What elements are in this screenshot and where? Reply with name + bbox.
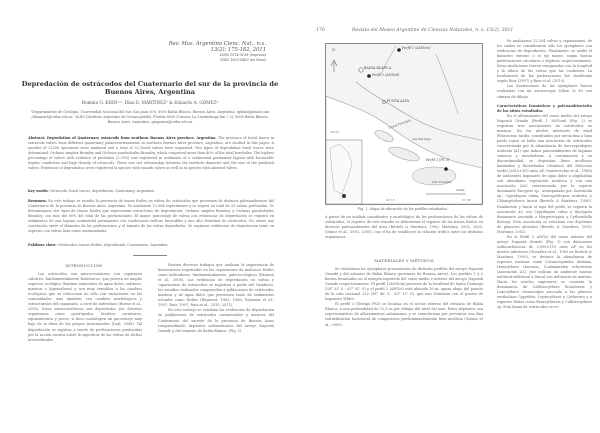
map-label-punta-alta: PUNTA ALTA <box>387 99 409 103</box>
map-lon-label-1: 62°15' <box>386 198 396 202</box>
resumen-label: Resumen: <box>28 199 47 203</box>
subsection-heading: Características faunísticas y paleoambientales de los sitios estudiados <box>497 103 592 113</box>
journal-reference <box>169 41 266 63</box>
paragraph: Existen diversos trabajos que analizan la importancia de bioerosiones registradas en los caparazones de moluscos fósiles como indicadores, fundamentalmente, paleoecológicos (Farinati et al., 2006). Las evidencias de depredación en valvas y caparazones de ostrácodos se registran a partir del Cámbrico, los estudios realizados comprenden a poblaciones de ostrácodos marinos y de agua dulce que provienen tanto de sedimentos actuales como fósiles (Reyment, 1963, 1966; Reyment et al., 1987; Ruiz, 1997; Ruiz et al., 2010; 2011). <box>158 263 274 308</box>
map-label-isla-trinidad: Isla Trinidad <box>432 180 452 184</box>
resumen-text: En este trabajo se estudia la presencia de trazas fósiles en valvas de ostrácodos que provienen de distintos paleoambientes del Cuaternario de la provincia de Buenos Aires, Argentina. Se analizaron 12.584 especímenes y se separó un total de 33 valvas perforadas. Se determinaron dos tipos de trazas fósiles que representan estructuras de depredación: Oichnus simplex Bromley y Oichnus paraboloides Bromley, con más del 80% del total de las perforaciones. El mayor porcentaje de valvas con evidencias de depredación se registró en sedimentos de una laguna continental permanente con condiciones tróficas favorables y una alta densidad de ostrácodos. No existe una correlación entre el diámetro de las perforaciones y el tamaño de las valvas depredadas. Se registran evidencias de depredación tanto en especies con valvas lisas como ornamentadas. <box>28 199 274 234</box>
map-label-perfil-2: Perfil 2 (ANGcil) <box>372 73 400 77</box>
map-label-isla-bermejo: Isla Bermejo <box>412 137 432 141</box>
section-divider <box>133 255 167 256</box>
intro-continuation <box>325 215 483 240</box>
resumen <box>28 199 274 234</box>
paragraph: El perfil 3 (Testigo PS3) se localiza en el sector externo del estuario de Bahía Blanca, a una profundidad de 12,9 m por debajo del nivel del mar. Estos depósitos son representativos de afloramientos submarinos y se caracterizan por presentar una fina estratificación horizontal de composición predominantemente limo-arcillosa (Gómez et al., 2005). <box>325 302 483 327</box>
abstract <box>28 136 274 171</box>
authors: Romina G. KIHN¹·², Dina E. MARTINEZ¹ & Eduardo A. GÓMEZ² <box>81 100 219 105</box>
right-page <box>300 0 600 433</box>
figure-caption: Fig. 1. Mapa de ubicación de los perfiles estudiados. <box>357 207 449 211</box>
journal-title: Revista del Museo Argentino de Ciencias Naturales, n. s. 13(2), 2011 <box>352 28 514 33</box>
abstract-label: Abstract: Depredation of Quaternary ostracods from southern Buenos Aires province, Argentina. <box>28 136 217 140</box>
right-column-2 <box>497 39 592 310</box>
materials-methods-heading: MATERIALES Y MÉTODOS <box>374 258 434 263</box>
paragraph: Las ilustraciones de los ejemplares fueron realizadas con un microscopio Nikon Si 80 con cámara de dibujo. <box>497 84 592 99</box>
page-number: 176 <box>316 28 325 33</box>
paragraph: En el Perfil 2 ANGci del curso inferior del arroyo Napostá Grande (Fig. 3) con dataciones radiocarbónicas de 5.990±115 años AP en los niveles inferiores (González et al., 1983 en Bertels & Martínez, 1990), se destaca la abundancia de especies marinas como Cornucoquimba lutziana, Henicythere chuensis, Cushmanidea echeverrae (Asociación A1), que indican un ambiente marino eulitoral-sublitoral a litoral con influencia de mareas. Hacia los niveles superiores se constata la dominancia de Callistocythere litoralensis y Loxocythere variasculpta asociada a los géneros eurihalinos Cyprideis, Leptocythere y Cytherura y a especies fitales como Paracytherois y Callistocythere sp. Esta fauna de ostrácodos se re- <box>497 234 592 310</box>
map-scale-label: 20km <box>456 188 465 192</box>
paragraph: En este trabajo se estudian las evidencias de depredación en poblaciones de ostrácodos continentales y marinos del Cuaternario del sureste de la provincia de Buenos Aires comprendiendo depósitos sedimentarios del arroyo Napostá Grande y del estuario de Bahía Blanca. (Fig. 1). <box>158 308 274 333</box>
palabras-clave <box>28 243 274 247</box>
keywords <box>28 189 274 193</box>
abstract-text: The presence of fossil traces in ostracods valves from different quaternary palaeoenvironments in southern Buenos Aires province, Argentina, are studied in this paper. A number of 12506 specimens were analyzed and a total of 33 bored valves were separated. Two types of depredation fossil traces were determined: Oichnus simplex Bromley and Oichnus paraboloides Bromley, which comprised more than 80% of the total boreholes. The highest percentage of valves with evidence of predation (3.35%) was registered in sediments of a continental permanent lagoon with favourable trophic conditions and high density of ostracods. There was not relationship between the borehole diameter and the size of the predated valves. Evidences of depredation were registered in species with smooth valves as well as in species with adorned valves. <box>28 136 275 171</box>
issn-online: ISSN 1853-0400 (en línea) <box>220 58 266 62</box>
paragraph: Los ostrácodos son microcrustáceos con caparazón calcáreo, fundamentalmente bentónicos, que poseen un amplio espectro ecológico (habitan ambientes de agua dulce, salobres, marinos o hipersalinos) y son muy sensibles a los cambios ecológicos que se relacionan no sólo con variaciones en las comunidades, sino también, con cambios morfológicos y estructurales del caparazón, a nivel de individuos (Horne et al., 2002). Estos microcrustáceos son depredados por diversos organismos como gastrópodos, bivalvos carnívoros, equinodermos y peces, si bien constituyen un porcentaje muy bajo de la dieta de los grupos mencionados (Leal, 2008). Tal depredación se registra a través de perforaciones producidas por la acción erosiva sobre la superficie de las valvas de dichos invertebrados. <box>28 272 142 342</box>
keywords-label: Key words: <box>28 189 49 193</box>
paragraph: Se analizaron 12.504 valvas y caparazones, de los cuales se consideraron sólo los ejemplares con evidencias de depredación. Finalmente, se midió el diámetro externo o el eje mayor, según fueran perforaciones circulares o elípticas respectivamente. Estas mediciones fueron comparadas con la longitud y la altura de las valvas que las contienen. La localización de las perforaciones fue clasificada según Ruiz (1997) y Ruiz et al. (2010). <box>497 39 592 84</box>
keywords-text: Ostracods, fossil traces, depredation, Quaternary, Argentina. <box>49 189 155 193</box>
map-label-canal: Canal Principal <box>388 118 412 130</box>
palabras-clave-label: Palabras clave: <box>28 243 57 247</box>
introduction-column-1 <box>28 272 142 343</box>
materials-column <box>325 267 483 328</box>
map-lat-label-1: 38°45' <box>330 130 340 134</box>
introduction-column-2 <box>158 263 274 334</box>
location-map <box>325 43 483 205</box>
map-label-perfil-1: Perfil 1 (ANGcm) <box>402 46 431 50</box>
issn-print: ISSN 1514-5158 (impresa) <box>220 53 266 58</box>
affiliations: ¹Departamento de Geología, Universidad Nacional del Sur, San Juan 670, 8000 Bahía Blanca, Buenos Aires, Argentina. rgkihn@gmail.com /dinamart@criba.edu.ar. ²IADO (Instituto Argentino de Oceanografía), Florida 8000 (Camino La Carrindanga km 7,5), 8000 Bahía Blanca, Buenos Aires, Argentina. gmgomez@criba.edu.ar <box>30 110 270 124</box>
paragraph: Se estudiaron los ejemplares provenientes de distintos perfiles del arroyo Napostá Grande y del estuario de Bahía Blanca (provincia de Buenos Aires). Los perfiles 1 y 2 fueron levantados en el margen izquierdo del curso medio e inferior del arroyo Napostá Grande respectivamente. El perfil 1(ANGcm) proviene de la localidad de Santo Domingo (38° 32' S - 62° 02' O) y el perfil 2 (ANGci) está ubicado 10 m. aguas abajo del puente de la ruta nacional 252 (38° 46' S - 62° 15' O), que une Grünbein con el puerto de Ingeniero White. <box>325 267 483 302</box>
paragraph: En el afloramiento del curso medio del arroyo Napostá Grande (Perfil 1 ANGcm) (Fig. 2) se registran tres asociaciones de ostrácodos no marinos. En los niveles inferiores de edad Pleistoceno tardío, constituidos por arena fina a limo pardo rojizo se halla una asociación de ostrácodos caracterizada por la abundancia de Sarscypridopsis aculeata (A1) que indica paleoambientes de lagunas someras y mesohalinas. A continuación y en discontinuidad, se depositan limos arcillosos laminados y bioturbados (ritmitas) del Holoceno tardío (2610±100 años AP, Quattrocchio et al., 1988) de ambientes lagunares de agua dulce a oligohalina con abundante vegetación acuática y con una asociación (A2) caracterizada por la especie dominante Eucypris sp., acompañada por Darwinula sp., Cypridopsis vidua, Sarscypridopsis aculeata, y Chlamydotheca incisa (Bertels & Martínez, 1990). Finalmente y hacia el tope del perfil, se registra la asociación A3 con Cypridopsis vidua y Ilyocypris dominante asociada a Herpetocypris y Cytheridella ilosvayi. Esta asociación se relaciona con depósitos de planicies aluviales (Bertels & Martínez, 1990; Martínez, 2002). <box>497 113 592 234</box>
journal-volume: 13(2): 175-182, 2011 <box>210 47 266 54</box>
map-label-bahia-blanca: BAHIA BLANCA <box>364 66 392 70</box>
introduction-heading: INTRODUCCIÓN <box>65 263 103 268</box>
paragraph: A partir de un análisis cuantitativo y morfológico de las perforaciones de las valvas de ostrácodos, el objetivo de este estudio es determinar el registro de las trazas fósiles en diversos paleoambientes del área (Bertels & Martínez, 1990; Martínez, 2002, 2005; Gómez et al., 1992, 2005), con el fin de establecer la relación trófica entre los distintos organismos. <box>325 215 483 240</box>
map-lon-label-2: 61°45' <box>462 198 472 202</box>
north-label: N <box>332 48 336 52</box>
map-label-perfil-3: Perfil 3 (PS 3) <box>426 158 450 162</box>
paper-title: Depredación de ostrácodos del Cuaternario del sur de la provincia de Buenos Aires, Argentina <box>21 80 279 96</box>
journal-citation: Rev. Mus. Argentino Cienc. Nat., n.s. <box>168 41 266 47</box>
palabras-clave-text: Ostrácodos, trazas fósiles, depredación, Cuaternario, Argentina. <box>57 243 169 247</box>
